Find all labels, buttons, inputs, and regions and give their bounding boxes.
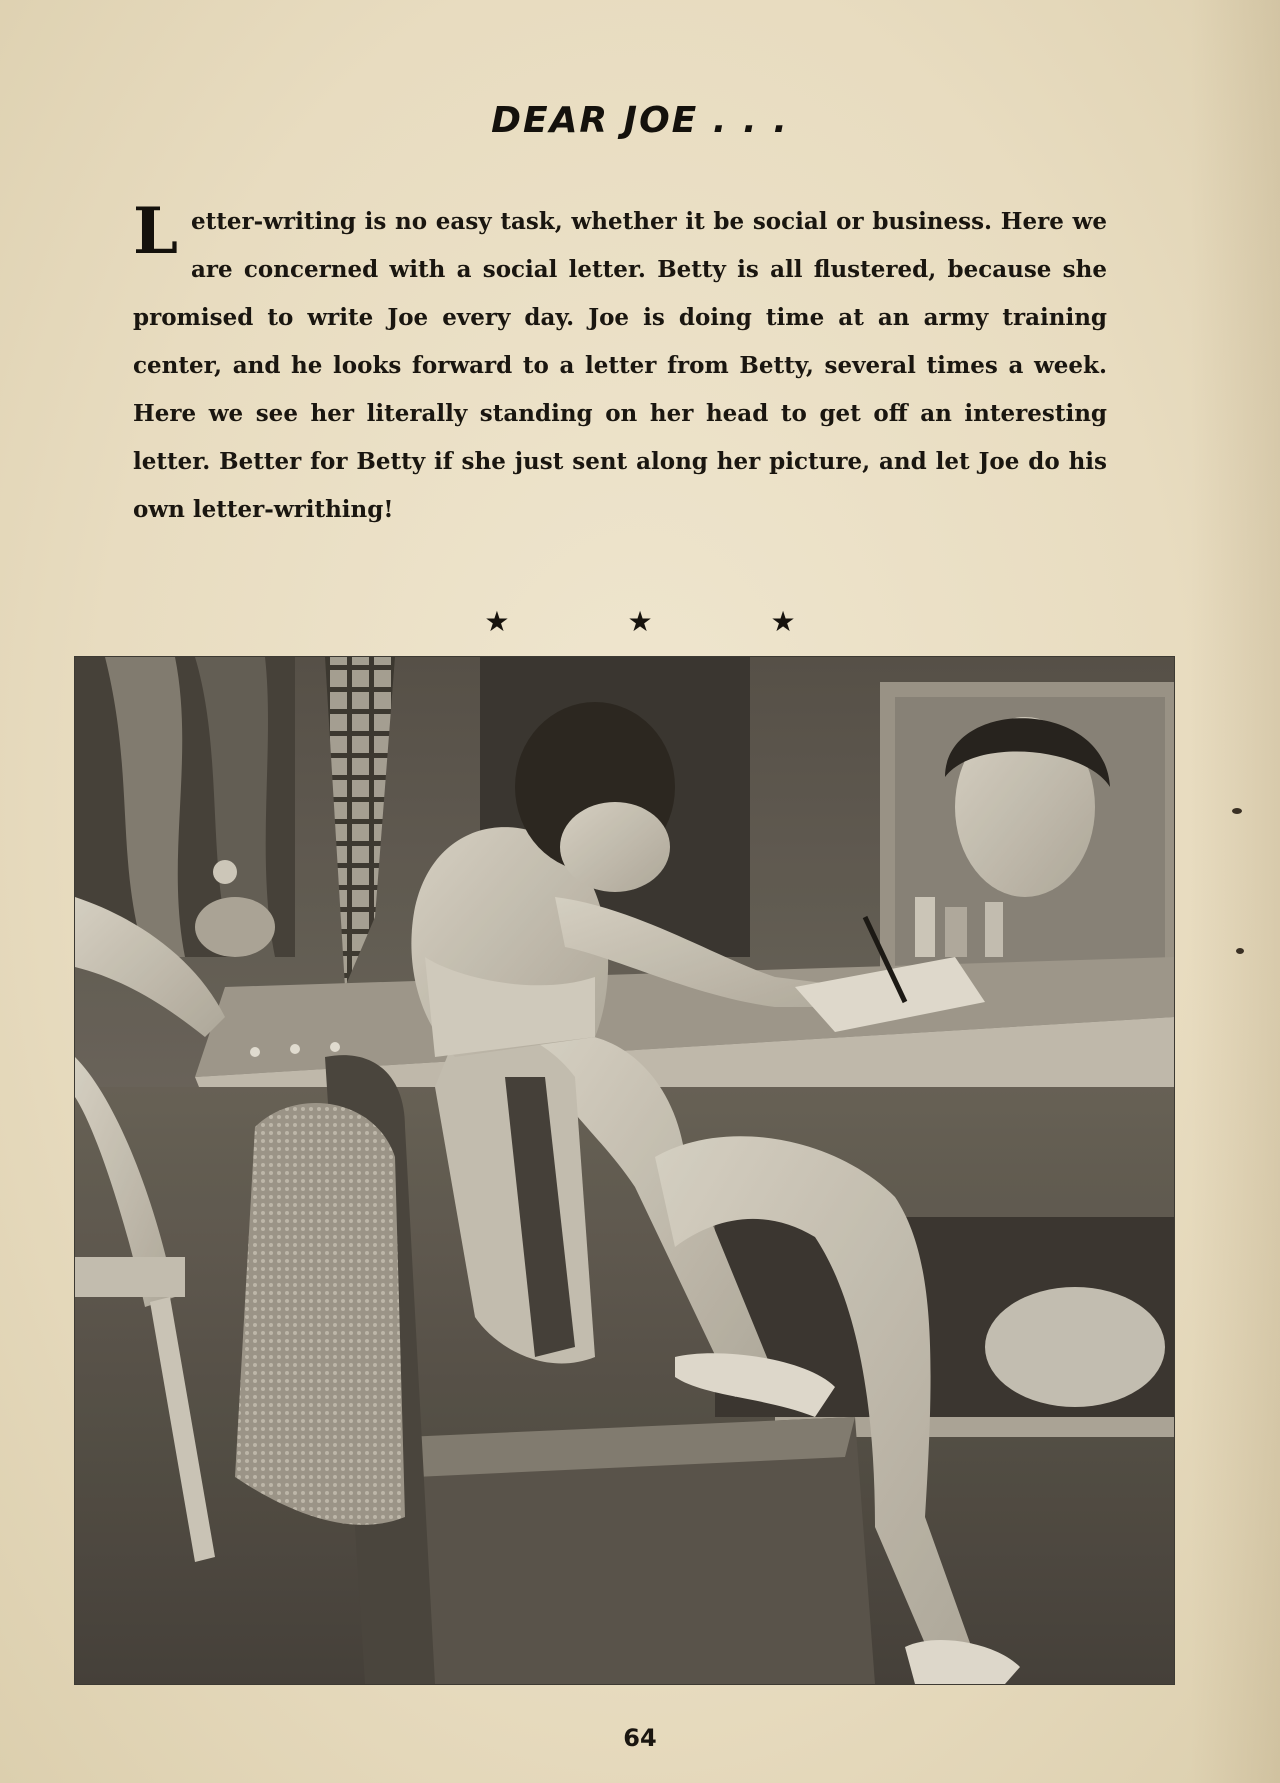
article-title: DEAR JOE . . . [491, 100, 789, 141]
star-icon: ★ [770, 605, 796, 638]
article-paragraph: etter-writing is no easy task, whether it be social or business. Here we are concerned with a social letter. Betty is all flustered, because she promised to write Joe every day. Joe is doing time at an army training center, and he looks forward to a letter from Betty, several times a week. Here we see her literally standing on her head to get off an interesting letter. Better for Betty if she just sent along her picture, and let Joe do his own letter-writhing! [133, 208, 1107, 523]
star-icon: ★ [484, 605, 510, 638]
drop-cap: L [133, 194, 178, 269]
article-body [133, 194, 1107, 534]
paper-blemish [1236, 948, 1244, 954]
dressing-room-photo [75, 657, 1174, 1684]
star-icon: ★ [627, 605, 653, 638]
paper-blemish [1232, 808, 1242, 814]
star-ornament [0, 605, 1280, 638]
photo-illustration [75, 657, 1174, 1684]
page-number: 64 [623, 1724, 657, 1752]
page-edge-shading [1190, 0, 1280, 1783]
